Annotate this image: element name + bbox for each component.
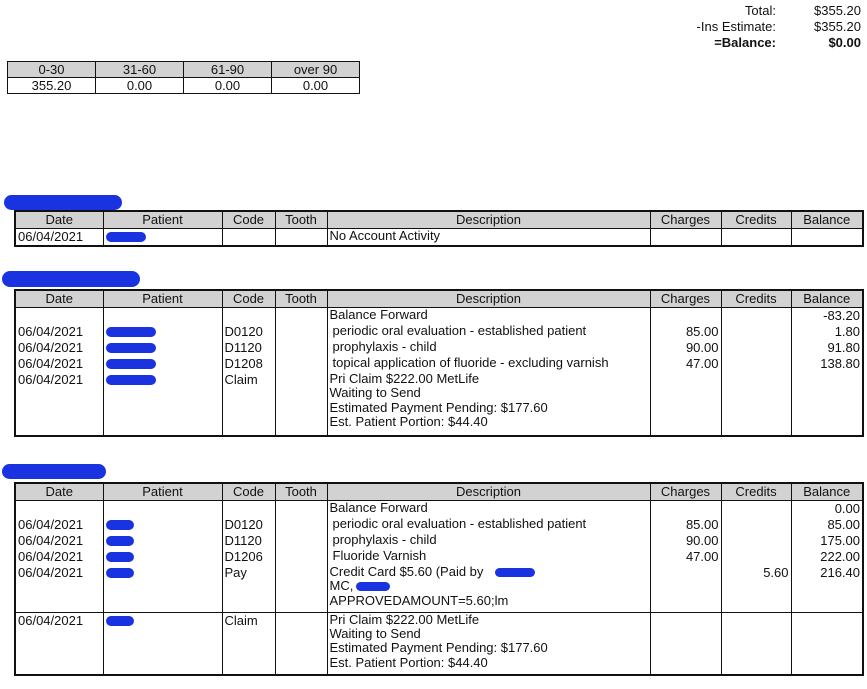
redacted-account-name <box>4 195 122 210</box>
description-cell <box>327 372 650 436</box>
charges-cell: 47.00 <box>650 356 721 372</box>
description-cell <box>327 229 650 247</box>
redacted-account-name <box>2 271 140 287</box>
total-value: $355.20 <box>814 3 861 18</box>
column-header: Patient <box>103 483 222 501</box>
credits-cell <box>721 229 791 247</box>
balance-cell: 175.00 <box>791 533 863 549</box>
description-line: periodic oral evaluation - established patient <box>332 517 587 531</box>
column-header: Credits <box>721 483 791 501</box>
description-cell <box>327 501 650 518</box>
balance-cell: 216.40 <box>791 565 863 612</box>
code-cell <box>222 501 275 518</box>
patient-cell <box>103 340 222 356</box>
charges-cell: 90.00 <box>650 340 721 356</box>
date-cell: 06/04/2021 <box>15 340 103 356</box>
column-header: Credits <box>721 211 791 229</box>
redacted-patient-name <box>106 327 156 337</box>
table-row <box>15 340 863 356</box>
patient-cell <box>103 229 222 247</box>
table-row <box>15 356 863 372</box>
column-header: Date <box>15 211 103 229</box>
redacted-patient-name <box>106 232 146 242</box>
column-header: Description <box>327 483 650 501</box>
tooth-cell <box>275 501 327 518</box>
patient-cell <box>103 308 222 325</box>
tooth-cell <box>275 565 327 612</box>
balance-cell: -83.20 <box>791 308 863 325</box>
code-cell: Claim <box>222 612 275 675</box>
balance-cell <box>791 229 863 247</box>
column-header: Description <box>327 290 650 308</box>
description-line: No Account Activity <box>329 228 441 243</box>
description-cell <box>327 356 650 372</box>
ins-estimate-value: $355.20 <box>814 19 861 34</box>
balance-label: =Balance: <box>714 35 776 50</box>
description-cell <box>327 517 650 533</box>
column-header: Credits <box>721 290 791 308</box>
column-header: Code <box>222 211 275 229</box>
balance-cell: 138.80 <box>791 356 863 372</box>
code-cell <box>222 308 275 325</box>
description-line: prophylaxis - child <box>332 533 437 547</box>
charges-cell: 47.00 <box>650 549 721 565</box>
description-line: Estimated Payment Pending: $177.60 <box>329 640 548 656</box>
aging-header: 61-90 <box>184 62 272 78</box>
tooth-cell <box>275 308 327 325</box>
tooth-cell <box>275 356 327 372</box>
description-line: Waiting to Send <box>329 385 421 401</box>
aging-value: 0.00 <box>96 78 184 94</box>
column-header: Description <box>327 211 650 229</box>
redacted-card-info <box>356 582 390 591</box>
ledger-table <box>14 482 864 676</box>
redacted-patient-name <box>106 343 156 353</box>
redacted-account-name <box>2 464 106 479</box>
credits-cell <box>721 372 791 436</box>
patient-cell <box>103 565 222 612</box>
date-cell: 06/04/2021 <box>15 612 103 675</box>
code-cell: D0120 <box>222 324 275 340</box>
balance-cell: 222.00 <box>791 549 863 565</box>
code-cell: D0120 <box>222 517 275 533</box>
date-cell: 06/04/2021 <box>15 533 103 549</box>
description-line: Pri Claim $222.00 MetLife <box>329 372 480 386</box>
charges-cell <box>650 565 721 612</box>
table-row <box>15 308 863 325</box>
credits-cell <box>721 549 791 565</box>
balance-cell: 0.00 <box>791 501 863 518</box>
column-header: Balance <box>791 483 863 501</box>
description-cell <box>327 533 650 549</box>
code-cell: D1208 <box>222 356 275 372</box>
credits-cell <box>721 356 791 372</box>
table-row <box>15 565 863 612</box>
tooth-cell <box>275 533 327 549</box>
code-cell: D1206 <box>222 549 275 565</box>
column-header: Patient <box>103 290 222 308</box>
description-cell <box>327 612 650 675</box>
tooth-cell <box>275 517 327 533</box>
aging-value: 355.20 <box>8 78 96 94</box>
column-header: Date <box>15 290 103 308</box>
charges-cell: 90.00 <box>650 533 721 549</box>
charges-cell <box>650 308 721 325</box>
table-row <box>15 324 863 340</box>
code-cell <box>222 229 275 247</box>
column-header: Tooth <box>275 483 327 501</box>
ledger-table <box>14 210 864 247</box>
code-cell: Pay <box>222 565 275 612</box>
description-line: Balance Forward <box>329 500 428 515</box>
patient-cell <box>103 533 222 549</box>
tooth-cell <box>275 372 327 436</box>
table-row <box>15 612 863 675</box>
credits-cell <box>721 340 791 356</box>
tooth-cell <box>275 324 327 340</box>
date-cell <box>15 501 103 518</box>
code-cell: D1120 <box>222 340 275 356</box>
credits-cell <box>721 533 791 549</box>
description-cell <box>327 308 650 325</box>
description-line: periodic oral evaluation - established patient <box>332 324 587 338</box>
table-row <box>15 549 863 565</box>
column-header: Code <box>222 290 275 308</box>
tooth-cell <box>275 340 327 356</box>
balance-cell: 1.80 <box>791 324 863 340</box>
balance-cell: 85.00 <box>791 517 863 533</box>
redacted-patient-name <box>106 616 134 626</box>
column-header: Code <box>222 483 275 501</box>
credits-cell: 5.60 <box>721 565 791 612</box>
table-row <box>15 533 863 549</box>
table-row <box>15 517 863 533</box>
description-line: APPROVEDAMOUNT=5.60;lm <box>329 592 509 608</box>
description-cell <box>327 565 650 612</box>
redacted-patient-name <box>106 552 134 562</box>
redacted-patient-name <box>106 536 134 546</box>
table-row <box>15 229 863 247</box>
table-row <box>15 372 863 436</box>
charges-cell <box>650 229 721 247</box>
column-header: Tooth <box>275 211 327 229</box>
patient-cell <box>103 356 222 372</box>
patient-cell <box>103 324 222 340</box>
column-header: Date <box>15 483 103 501</box>
credits-cell <box>721 308 791 325</box>
credits-cell <box>721 501 791 518</box>
aging-value: 0.00 <box>184 78 272 94</box>
patient-cell <box>103 372 222 436</box>
patient-cell <box>103 549 222 565</box>
description-line: Pri Claim $222.00 MetLife <box>329 612 480 627</box>
balance-cell <box>791 372 863 436</box>
code-cell: D1120 <box>222 533 275 549</box>
redacted-patient-name <box>106 375 156 385</box>
date-cell: 06/04/2021 <box>15 372 103 436</box>
table-row <box>15 501 863 518</box>
redacted-patient-name <box>106 359 156 369</box>
code-cell: Claim <box>222 372 275 436</box>
redacted-patient-name <box>106 520 134 530</box>
aging-header: 0-30 <box>8 62 96 78</box>
tooth-cell <box>275 612 327 675</box>
description-line: Waiting to Send <box>329 626 421 642</box>
total-label: Total: <box>744 3 776 18</box>
balance-cell: 91.80 <box>791 340 863 356</box>
credits-cell <box>721 324 791 340</box>
patient-cell <box>103 501 222 518</box>
description-line: Balance Forward <box>329 307 428 322</box>
description-cell <box>327 340 650 356</box>
tooth-cell <box>275 229 327 247</box>
description-line: prophylaxis - child <box>332 340 437 354</box>
patient-cell <box>103 612 222 675</box>
credits-cell <box>721 612 791 675</box>
date-cell: 06/04/2021 <box>15 324 103 340</box>
redacted-patient-name <box>106 568 134 578</box>
date-cell: 06/04/2021 <box>15 356 103 372</box>
charges-cell <box>650 612 721 675</box>
date-cell: 06/04/2021 <box>15 565 103 612</box>
description-line: Est. Patient Portion: $44.40 <box>329 654 488 670</box>
patient-cell <box>103 517 222 533</box>
charges-cell <box>650 501 721 518</box>
tooth-cell <box>275 549 327 565</box>
column-header: Charges <box>650 290 721 308</box>
aging-header: 31-60 <box>96 62 184 78</box>
ins-estimate-label: -Ins Estimate: <box>696 19 776 34</box>
description-line: topical application of fluoride - excluding varnish <box>332 356 609 370</box>
charges-cell: 85.00 <box>650 324 721 340</box>
column-header: Balance <box>791 290 863 308</box>
description-line: Credit Card $5.60 (Paid by <box>329 565 484 579</box>
date-cell: 06/04/2021 <box>15 549 103 565</box>
description-line: Est. Patient Portion: $44.40 <box>329 413 488 429</box>
charges-cell <box>650 372 721 436</box>
date-cell <box>15 308 103 325</box>
charges-cell: 85.00 <box>650 517 721 533</box>
aging-header: over 90 <box>272 62 360 78</box>
date-cell: 06/04/2021 <box>15 229 103 247</box>
column-header: Tooth <box>275 290 327 308</box>
credits-cell <box>721 517 791 533</box>
aging-value: 0.00 <box>272 78 360 94</box>
column-header: Charges <box>650 483 721 501</box>
column-header: Patient <box>103 211 222 229</box>
date-cell: 06/04/2021 <box>15 517 103 533</box>
redacted-payer-name <box>495 568 535 577</box>
description-line: Estimated Payment Pending: $177.60 <box>329 399 548 415</box>
totals-summary <box>697 3 861 51</box>
column-header: Charges <box>650 211 721 229</box>
ledger-table <box>14 289 864 437</box>
description-cell <box>327 549 650 565</box>
aging-table <box>7 61 360 94</box>
balance-value: $0.00 <box>828 35 861 50</box>
balance-cell <box>791 612 863 675</box>
description-cell <box>327 324 650 340</box>
description-line: Fluoride Varnish <box>332 549 427 563</box>
description-line: MC, <box>329 578 354 594</box>
column-header: Balance <box>791 211 863 229</box>
